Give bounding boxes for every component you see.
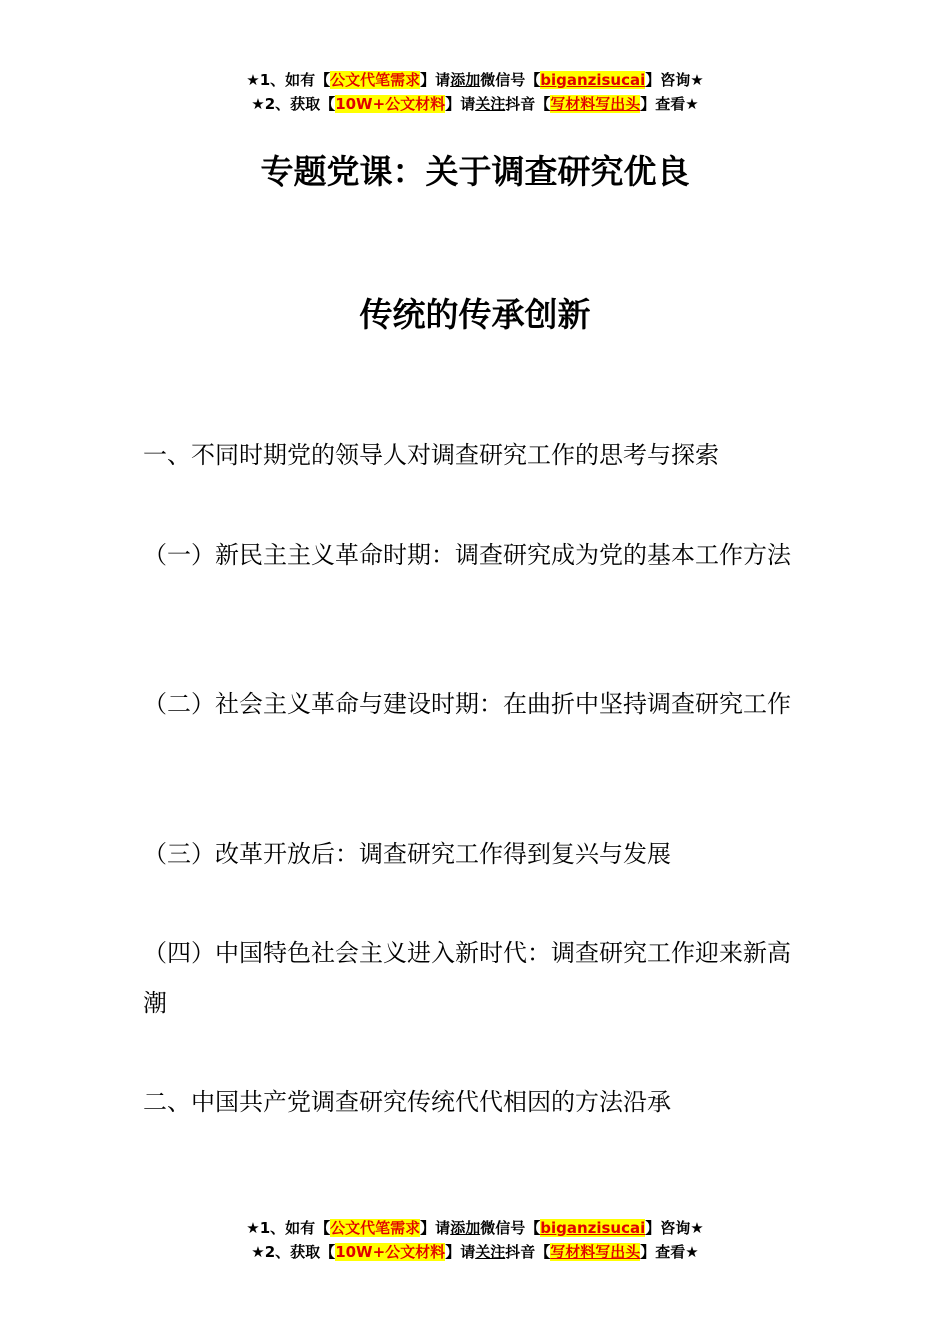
douyin-account-link[interactable]: 写材料写出头 xyxy=(550,95,641,113)
promo-text: ★1、如有【 xyxy=(246,1219,331,1237)
promo-text: ★2、获取【 xyxy=(251,1243,336,1261)
promo-underline: 添加 xyxy=(450,71,481,89)
promo-text: ★1、如有【 xyxy=(246,71,331,89)
footer-promo-banner xyxy=(0,1216,950,1264)
douyin-account-link[interactable]: 写材料写出头 xyxy=(550,1243,641,1261)
promo-line-1 xyxy=(0,1216,950,1240)
promo-text: 】咨询★ xyxy=(645,1219,704,1237)
subsection-heading: （三）改革开放后：调查研究工作得到复兴与发展 xyxy=(143,840,671,868)
promo-highlight: 10W+公文材料 xyxy=(335,1243,446,1261)
promo-text: 】请 xyxy=(420,1219,451,1237)
promo-line-2 xyxy=(0,92,950,116)
subsection-heading: （二）社会主义革命与建设时期：在曲折中坚持调查研究工作 xyxy=(143,690,791,718)
promo-text: 】请 xyxy=(445,95,476,113)
promo-text: 抖音【 xyxy=(505,1243,551,1261)
promo-text: ★2、获取【 xyxy=(251,95,336,113)
promo-underline: 关注 xyxy=(475,95,506,113)
subsection-heading: （一）新民主主义革命时期：调查研究成为党的基本工作方法 xyxy=(143,541,791,569)
promo-text: 抖音【 xyxy=(505,95,551,113)
promo-text: 】查看★ xyxy=(640,95,699,113)
wechat-id-link[interactable]: biganzisucai xyxy=(540,1219,646,1237)
document-title-line-2: 传统的传承创新 xyxy=(359,295,591,334)
promo-underline: 添加 xyxy=(450,1219,481,1237)
header-promo-banner xyxy=(0,68,950,116)
promo-highlight: 公文代笔需求 xyxy=(330,1219,421,1237)
promo-text: 】请 xyxy=(420,71,451,89)
section-heading: 二、中国共产党调查研究传统代代相因的方法沿承 xyxy=(143,1088,671,1116)
promo-text: 微信号【 xyxy=(480,1219,541,1237)
promo-text: 】请 xyxy=(445,1243,476,1261)
promo-highlight: 10W+公文材料 xyxy=(335,95,446,113)
promo-line-2 xyxy=(0,1240,950,1264)
promo-line-1 xyxy=(0,68,950,92)
promo-text: 】咨询★ xyxy=(645,71,704,89)
promo-text: 微信号【 xyxy=(480,71,541,89)
promo-highlight: 公文代笔需求 xyxy=(330,71,421,89)
promo-underline: 关注 xyxy=(475,1243,506,1261)
section-heading: 一、不同时期党的领导人对调查研究工作的思考与探索 xyxy=(143,441,719,469)
subsection-heading: （四）中国特色社会主义进入新时代：调查研究工作迎来新高潮 xyxy=(143,939,791,1017)
wechat-id-link[interactable]: biganzisucai xyxy=(540,71,646,89)
promo-text: 】查看★ xyxy=(640,1243,699,1261)
document-title-line-1: 专题党课：关于调查研究优良 xyxy=(260,152,690,191)
